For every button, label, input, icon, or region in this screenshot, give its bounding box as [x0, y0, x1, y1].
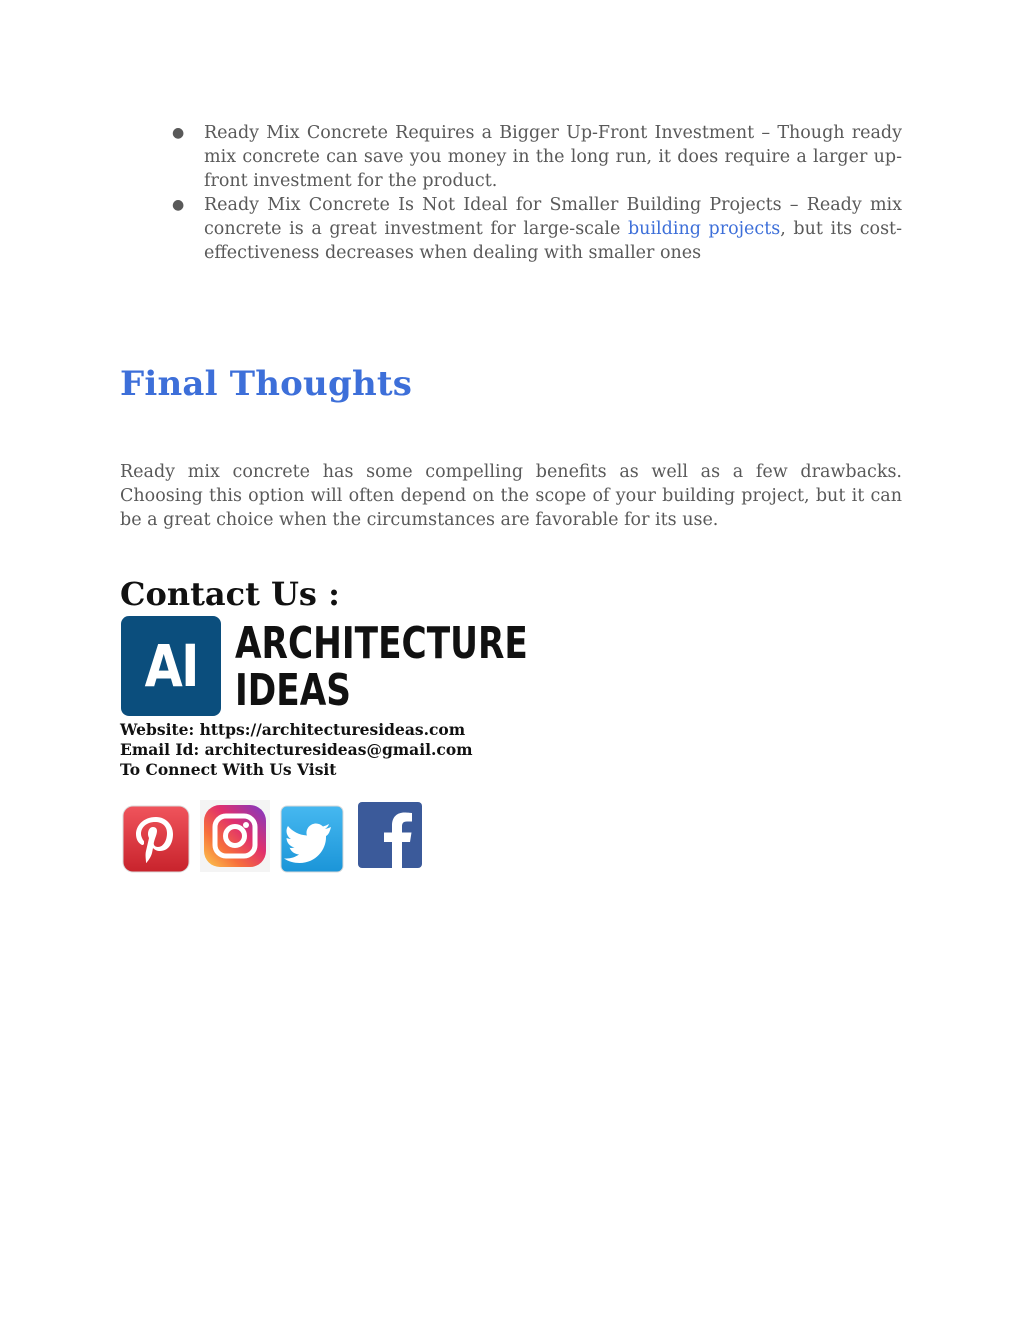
social-links [120, 800, 430, 876]
list-item [160, 193, 902, 265]
twitter-icon[interactable] [280, 805, 344, 873]
pinterest-icon[interactable] [122, 805, 190, 873]
building-projects-link[interactable]: building projects [627, 219, 781, 239]
logo-mark-text: AI [144, 632, 198, 700]
architecture-ideas-logo [121, 616, 528, 716]
website-line[interactable]: Website: https://architecturesideas.com [120, 720, 466, 739]
logo-line-1: ARCHITECTURE [235, 618, 528, 669]
contact-heading: Contact Us : [120, 575, 340, 613]
bullet-text-after: , but its cost-effectiveness decreases when dealing with smaller ones [204, 219, 903, 263]
final-thoughts-paragraph: Ready mix concrete has some compelling benefits as well as a few drawbacks. Choosing this option will often depend on the scope of your building project, but it can be a great choice when the circumstances are favorable for its use. [120, 462, 902, 530]
email-line[interactable]: Email Id: architecturesideas@gmail.com [120, 740, 473, 759]
drawbacks-list [160, 121, 902, 265]
connect-line: To Connect With Us Visit [120, 760, 337, 779]
bullet-text-before: Ready Mix Concrete Is Not Ideal for Smaller Building Projects – Ready mix concrete is a great investment for large-scale [204, 195, 902, 239]
final-thoughts-heading: Final Thoughts [120, 364, 413, 404]
instagram-icon[interactable] [200, 800, 270, 872]
bullet-icon: ● [172, 125, 185, 141]
logo-mark [121, 616, 221, 716]
contact-info [120, 720, 473, 780]
logo-line-2: IDEAS [235, 665, 351, 716]
bullet-icon: ● [172, 197, 185, 213]
bullet-text: Ready Mix Concrete Requires a Bigger Up-Front Investment – Though ready mix concrete can save you money in the long run, it does require a larger up-front investment for the product. [204, 123, 902, 191]
list-item [160, 121, 902, 193]
facebook-icon[interactable] [358, 802, 422, 868]
